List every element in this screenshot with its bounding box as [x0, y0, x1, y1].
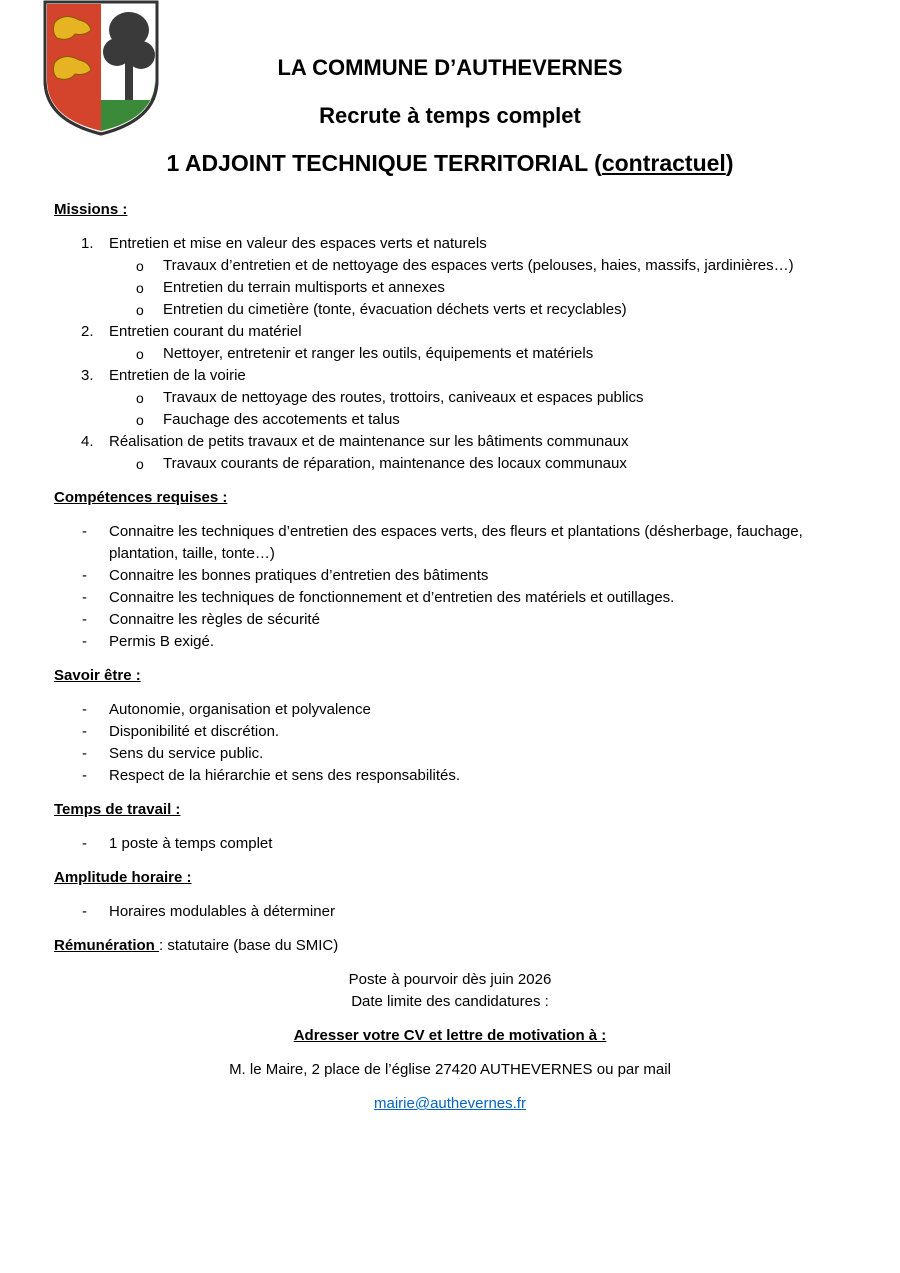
- temps-de-travail-list: [54, 833, 854, 855]
- list-item: [54, 587, 854, 609]
- job-title-suffix: ): [725, 150, 734, 176]
- list-item-text: Connaitre les techniques de fonctionnement et d’entretien des matériels et outillages.: [109, 589, 675, 606]
- list-item: [54, 833, 854, 855]
- dash-bullet-icon: -: [82, 633, 87, 650]
- mission-subitem-text: Entretien du cimetière (tonte, évacuation déchets verts et recyclables): [163, 301, 627, 318]
- remuneration: [54, 935, 854, 957]
- circle-bullet-icon: o: [136, 346, 144, 362]
- poste-date: [54, 969, 846, 1013]
- mission-subitem: [54, 277, 854, 299]
- list-item-text: Connaitre les règles de sécurité: [109, 611, 320, 628]
- dash-bullet-icon: -: [82, 611, 87, 628]
- remuneration-text: : statutaire (base du SMIC): [159, 937, 339, 954]
- missions-heading: Missions :: [54, 201, 128, 218]
- commune-title: LA COMMUNE D’AUTHEVERNES: [277, 55, 623, 80]
- circle-bullet-icon: o: [136, 258, 144, 274]
- date-limite-text: Date limite des candidatures :: [351, 993, 549, 1010]
- circle-bullet-icon: o: [136, 456, 144, 472]
- dash-bullet-icon: -: [82, 723, 87, 740]
- list-item-text: Horaires modulables à déterminer: [109, 903, 335, 920]
- list-item-text: Disponibilité et discrétion.: [109, 723, 280, 740]
- list-item-text: Connaitre les bonnes pratiques d’entretien des bâtiments: [109, 567, 489, 584]
- email-row: [54, 1093, 846, 1115]
- competences-list: [54, 521, 854, 653]
- list-item: [54, 721, 854, 743]
- poste-text: Poste à pourvoir dès juin 2026: [348, 971, 552, 988]
- mission-item: [54, 233, 854, 321]
- mission-label: Réalisation de petits travaux et de maintenance sur les bâtiments communaux: [109, 433, 629, 450]
- list-item-text: 1 poste à temps complet: [109, 835, 273, 852]
- circle-bullet-icon: o: [136, 302, 144, 318]
- competences-heading: Compétences requises :: [54, 489, 228, 506]
- mission-label: Entretien courant du matériel: [109, 323, 302, 340]
- dash-bullet-icon: -: [82, 567, 87, 584]
- list-item: [54, 609, 854, 631]
- circle-bullet-icon: o: [136, 390, 144, 406]
- mission-subitem: [54, 343, 854, 365]
- list-item: [54, 765, 854, 787]
- adresser-heading: Adresser votre CV et lettre de motivation à :: [293, 1027, 607, 1044]
- list-item: [54, 631, 854, 653]
- mission-subitem: [54, 299, 854, 321]
- list-item-text: Connaitre les techniques d’entretien des espaces verts, des fleurs et plantations (désherbage, fauchage, plantation, taille, tonte…): [109, 523, 803, 562]
- dash-bullet-icon: -: [82, 745, 87, 762]
- mission-sublist: [109, 255, 854, 321]
- missions-list: [54, 233, 854, 475]
- mission-subitem: [54, 453, 854, 475]
- job-title: [0, 150, 900, 177]
- dash-bullet-icon: -: [82, 903, 87, 920]
- postal-address: M. le Maire, 2 place de l’église 27420 AUTHEVERNES ou par mail: [229, 1061, 671, 1078]
- dash-bullet-icon: -: [82, 701, 87, 718]
- savoir-etre-list: [54, 699, 854, 787]
- list-item-text: Autonomie, organisation et polyvalence: [109, 701, 371, 718]
- circle-bullet-icon: o: [136, 412, 144, 428]
- mission-label: Entretien de la voirie: [109, 367, 246, 384]
- list-item-text: Sens du service public.: [109, 745, 264, 762]
- content: [54, 199, 854, 1115]
- list-item: [54, 743, 854, 765]
- mission-subitem-text: Travaux courants de réparation, maintenance des locaux communaux: [163, 455, 627, 472]
- amplitude-horaire-list: [54, 901, 854, 923]
- mission-item: [54, 365, 854, 431]
- mission-subitem: [54, 255, 854, 277]
- mission-subitem-text: Nettoyer, entretenir et ranger les outils, équipements et matériels: [163, 345, 594, 362]
- mission-subitem-text: Travaux de nettoyage des routes, trottoirs, caniveaux et espaces publics: [163, 389, 644, 406]
- dash-bullet-icon: -: [82, 835, 87, 852]
- mission-number: 1.: [81, 235, 94, 252]
- mission-sublist: [109, 343, 854, 365]
- mission-sublist: [109, 387, 854, 431]
- dash-bullet-icon: -: [82, 523, 87, 540]
- savoir-etre-heading: Savoir être :: [54, 667, 141, 684]
- mission-subitem-text: Entretien du terrain multisports et annexes: [163, 279, 445, 296]
- remuneration-heading: Rémunération: [54, 937, 160, 954]
- mission-item: [54, 321, 854, 365]
- email-link[interactable]: mairie@authevernes.fr: [374, 1095, 526, 1112]
- list-item: [54, 521, 854, 565]
- list-item-text: Permis B exigé.: [109, 633, 215, 650]
- circle-bullet-icon: o: [136, 280, 144, 296]
- amplitude-horaire-heading: Amplitude horaire :: [54, 869, 192, 886]
- temps-de-travail-heading: Temps de travail :: [54, 801, 181, 818]
- mission-subitem: [54, 387, 854, 409]
- mission-number: 4.: [81, 433, 94, 450]
- list-item: [54, 565, 854, 587]
- mission-number: 3.: [81, 367, 94, 384]
- mission-label: Entretien et mise en valeur des espaces verts et naturels: [109, 235, 487, 252]
- dash-bullet-icon: -: [82, 589, 87, 606]
- mission-number: 2.: [81, 323, 94, 340]
- dash-bullet-icon: -: [82, 767, 87, 784]
- list-item: [54, 901, 854, 923]
- recruitment-subtitle: Recrute à temps complet: [319, 103, 581, 128]
- list-item-text: Respect de la hiérarchie et sens des responsabilités.: [109, 767, 461, 784]
- mission-subitem-text: Fauchage des accotements et talus: [163, 411, 400, 428]
- mission-subitem-text: Travaux d’entretien et de nettoyage des espaces verts (pelouses, haies, massifs, jardinières…): [163, 257, 794, 274]
- list-item: [54, 699, 854, 721]
- mission-sublist: [109, 453, 854, 475]
- job-title-contract: contractuel: [601, 150, 726, 176]
- mission-subitem: [54, 409, 854, 431]
- mission-item: [54, 431, 854, 475]
- job-title-prefix: 1 ADJOINT TECHNIQUE TERRITORIAL (: [166, 150, 602, 176]
